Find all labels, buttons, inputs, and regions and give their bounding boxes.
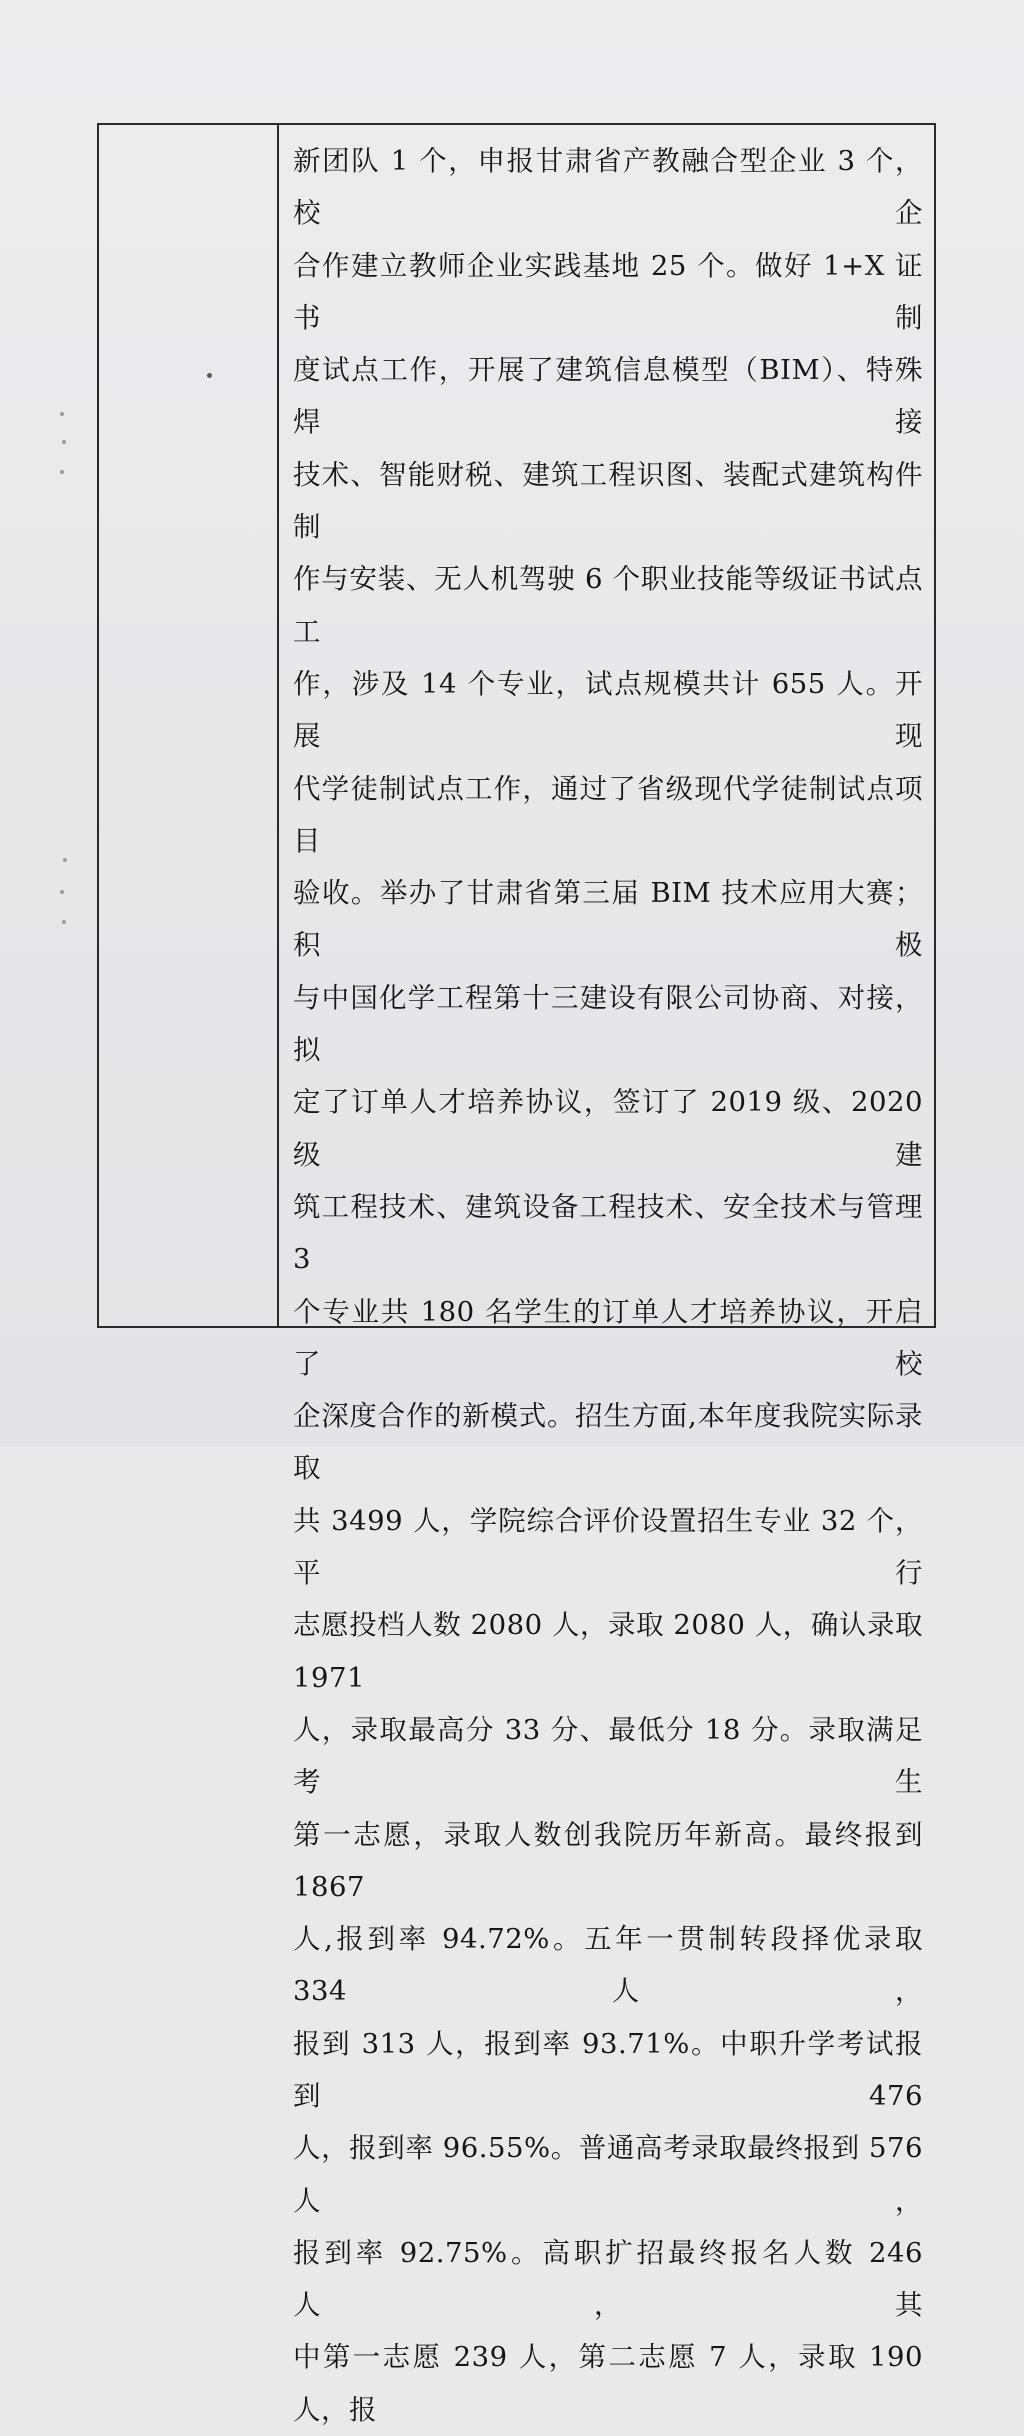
text-line: 中第一志愿 239 人，第二志愿 7 人，录取 190 人，报 (293, 2341, 923, 2426)
text-line: 企深度合作的新模式。招生方面,本年度我院实际录取 (293, 1400, 923, 1485)
text-line: 人，报到率 96.55%。普通高考录取最终报到 576 人， (293, 2132, 923, 2217)
text-line: 作，涉及 14 个专业，试点规模共计 655 人。开展现 (293, 667, 923, 753)
body-paragraph (293, 135, 923, 2436)
binding-hole-mark (60, 470, 64, 474)
text-line: 代学徒制试点工作，通过了省级现代学徒制试点项目 (293, 772, 923, 857)
ink-mark (207, 373, 212, 378)
text-line: 与中国化学工程第十三建设有限公司协商、对接，拟 (293, 981, 923, 1067)
binding-hole-mark (60, 412, 64, 416)
text-line: 志愿投档人数 2080 人，录取 2080 人，确认录取 1971 (293, 1609, 923, 1694)
text-line: 新团队 1 个，申报甘肃省产教融合型企业 3 个，校企 (293, 145, 923, 230)
binding-hole-mark (63, 858, 67, 862)
text-line: 筑工程技术、建筑设备工程技术、安全技术与管理 3 (293, 1190, 923, 1276)
text-line: 度试点工作，开展了建筑信息模型（BIM）、特殊焊接 (293, 354, 923, 439)
text-line: 报到率 92.75%。高职扩招最终报名人数 246 人，其 (293, 2236, 923, 2322)
binding-hole-mark (60, 890, 64, 894)
text-line: 作与安装、无人机驾驶 6 个职业技能等级证书试点工 (293, 563, 923, 648)
text-line: 人，录取最高分 33 分、最低分 18 分。录取满足考生 (293, 1713, 923, 1799)
text-line: 报到 313 人，报到率 93.71%。中职升学考试报到 476 (293, 2027, 923, 2112)
text-line: 合作建立教师企业实践基地 25 个。做好 1+X 证书制 (293, 249, 923, 334)
text-line: 定了订单人才培养协议，签订了 2019 级、2020 级建 (293, 1086, 923, 1171)
text-line: 共 3499 人，学院综合评价设置招生专业 32 个，平行 (293, 1504, 923, 1590)
table-label-column (99, 125, 279, 1326)
text-line: 验收。举办了甘肃省第三届 BIM 技术应用大赛；积极 (293, 877, 923, 962)
text-line: 第一志愿，录取人数创我院历年新高。最终报到 1867 (293, 1818, 923, 1903)
text-line: 人,报到率 94.72%。五年一贯制转段择优录取 334 人， (293, 1923, 923, 2008)
text-line: 个专业共 180 名学生的订单人才培养协议，开启了校 (293, 1295, 923, 1380)
table-content-cell (279, 125, 934, 2426)
binding-hole-mark (62, 920, 66, 924)
binding-hole-mark (62, 440, 66, 444)
report-table (97, 123, 936, 2426)
text-line: 技术、智能财税、建筑工程识图、装配式建筑构件制 (293, 458, 923, 544)
